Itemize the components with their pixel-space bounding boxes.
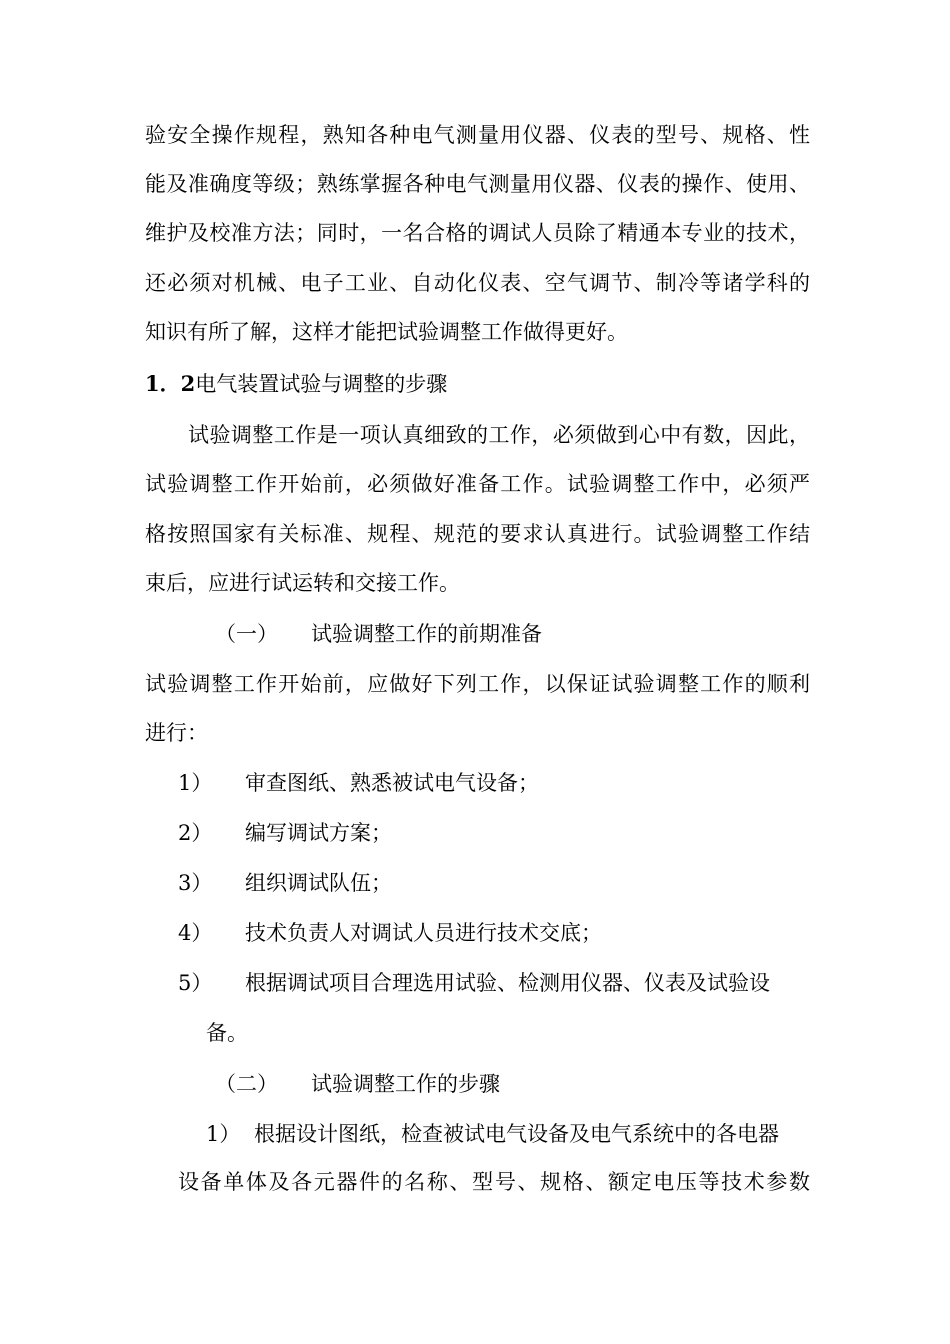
para3-line-2: 进行：	[145, 721, 208, 745]
list-item-number: 4）	[178, 921, 213, 945]
subheading-2-number: （二）	[215, 1072, 278, 1096]
subheading-1	[215, 619, 810, 649]
subheading-1-title: 试验调整工作的前期准备	[311, 622, 542, 646]
intro-line-4: 还必须对机械、电子工业、自动化仪表、空气调节、制冷等诸学科的	[145, 271, 810, 295]
list-item-text: 审查图纸、熟悉被试电气设备；	[245, 771, 539, 795]
para2-line-3: 格按照国家有关标准、规程、规范的要求认真进行。试验调整工作结	[145, 522, 810, 546]
list-item-text: 根据调试项目合理选用试验、检测用仪器、仪表及试验设	[245, 971, 770, 995]
list-item-continuation: 备。	[206, 1021, 248, 1045]
list-item-number: 1）	[178, 771, 213, 795]
step-1-line-1	[206, 1119, 810, 1149]
subheading-2-title: 试验调整工作的步骤	[311, 1072, 500, 1096]
list-item-text: 技术负责人对调试人员进行技术交底；	[245, 921, 602, 945]
subheading-1-number: （一）	[215, 622, 278, 646]
step-1-number: 1）	[206, 1122, 241, 1146]
para2-line-4: 束后，应进行试运转和交接工作。	[145, 571, 460, 595]
list-item-number: 5）	[178, 971, 213, 995]
step-1-text: 根据设计图纸，检查被试电气设备及电气系统中的各电器	[254, 1122, 779, 1146]
para2-line-1: 试验调整工作是一项认真细致的工作，必须做到心中有数，因此，	[188, 423, 810, 447]
intro-line-2: 能及准确度等级；熟练掌握各种电气测量用仪器、仪表的操作、使用、	[145, 172, 810, 196]
subheading-2	[215, 1069, 810, 1099]
section-number: 1．2	[145, 371, 196, 396]
list-item	[178, 768, 810, 798]
intro-line-5: 知识有所了解，这样才能把试验调整工作做得更好。	[145, 320, 628, 344]
list-item	[178, 818, 810, 848]
intro-line-1: 验安全操作规程，熟知各种电气测量用仪器、仪表的型号、规格、性	[145, 123, 810, 147]
section-heading	[145, 369, 810, 399]
intro-line-3: 维护及校准方法；同时，一名合格的调试人员除了精通本专业的技术，	[145, 221, 810, 245]
step-1-line-2: 设备单体及各元器件的名称、型号、规格、额定电压等技术参数	[178, 1170, 810, 1194]
list-item	[178, 868, 810, 898]
list-item-text: 组织调试队伍；	[245, 871, 392, 895]
list-item	[178, 968, 810, 998]
para3-line-1: 试验调整工作开始前，应做好下列工作，以保证试验调整工作的顺利	[145, 672, 810, 696]
list-item-text: 编写调试方案；	[245, 821, 392, 845]
para2-line-2: 试验调整工作开始前，必须做好准备工作。试验调整工作中，必须严	[145, 472, 810, 496]
list-item	[178, 918, 810, 948]
list-item-number: 2）	[178, 821, 213, 845]
list-item-number: 3）	[178, 871, 213, 895]
section-title: 电气装置试验与调整的步骤	[195, 372, 448, 396]
